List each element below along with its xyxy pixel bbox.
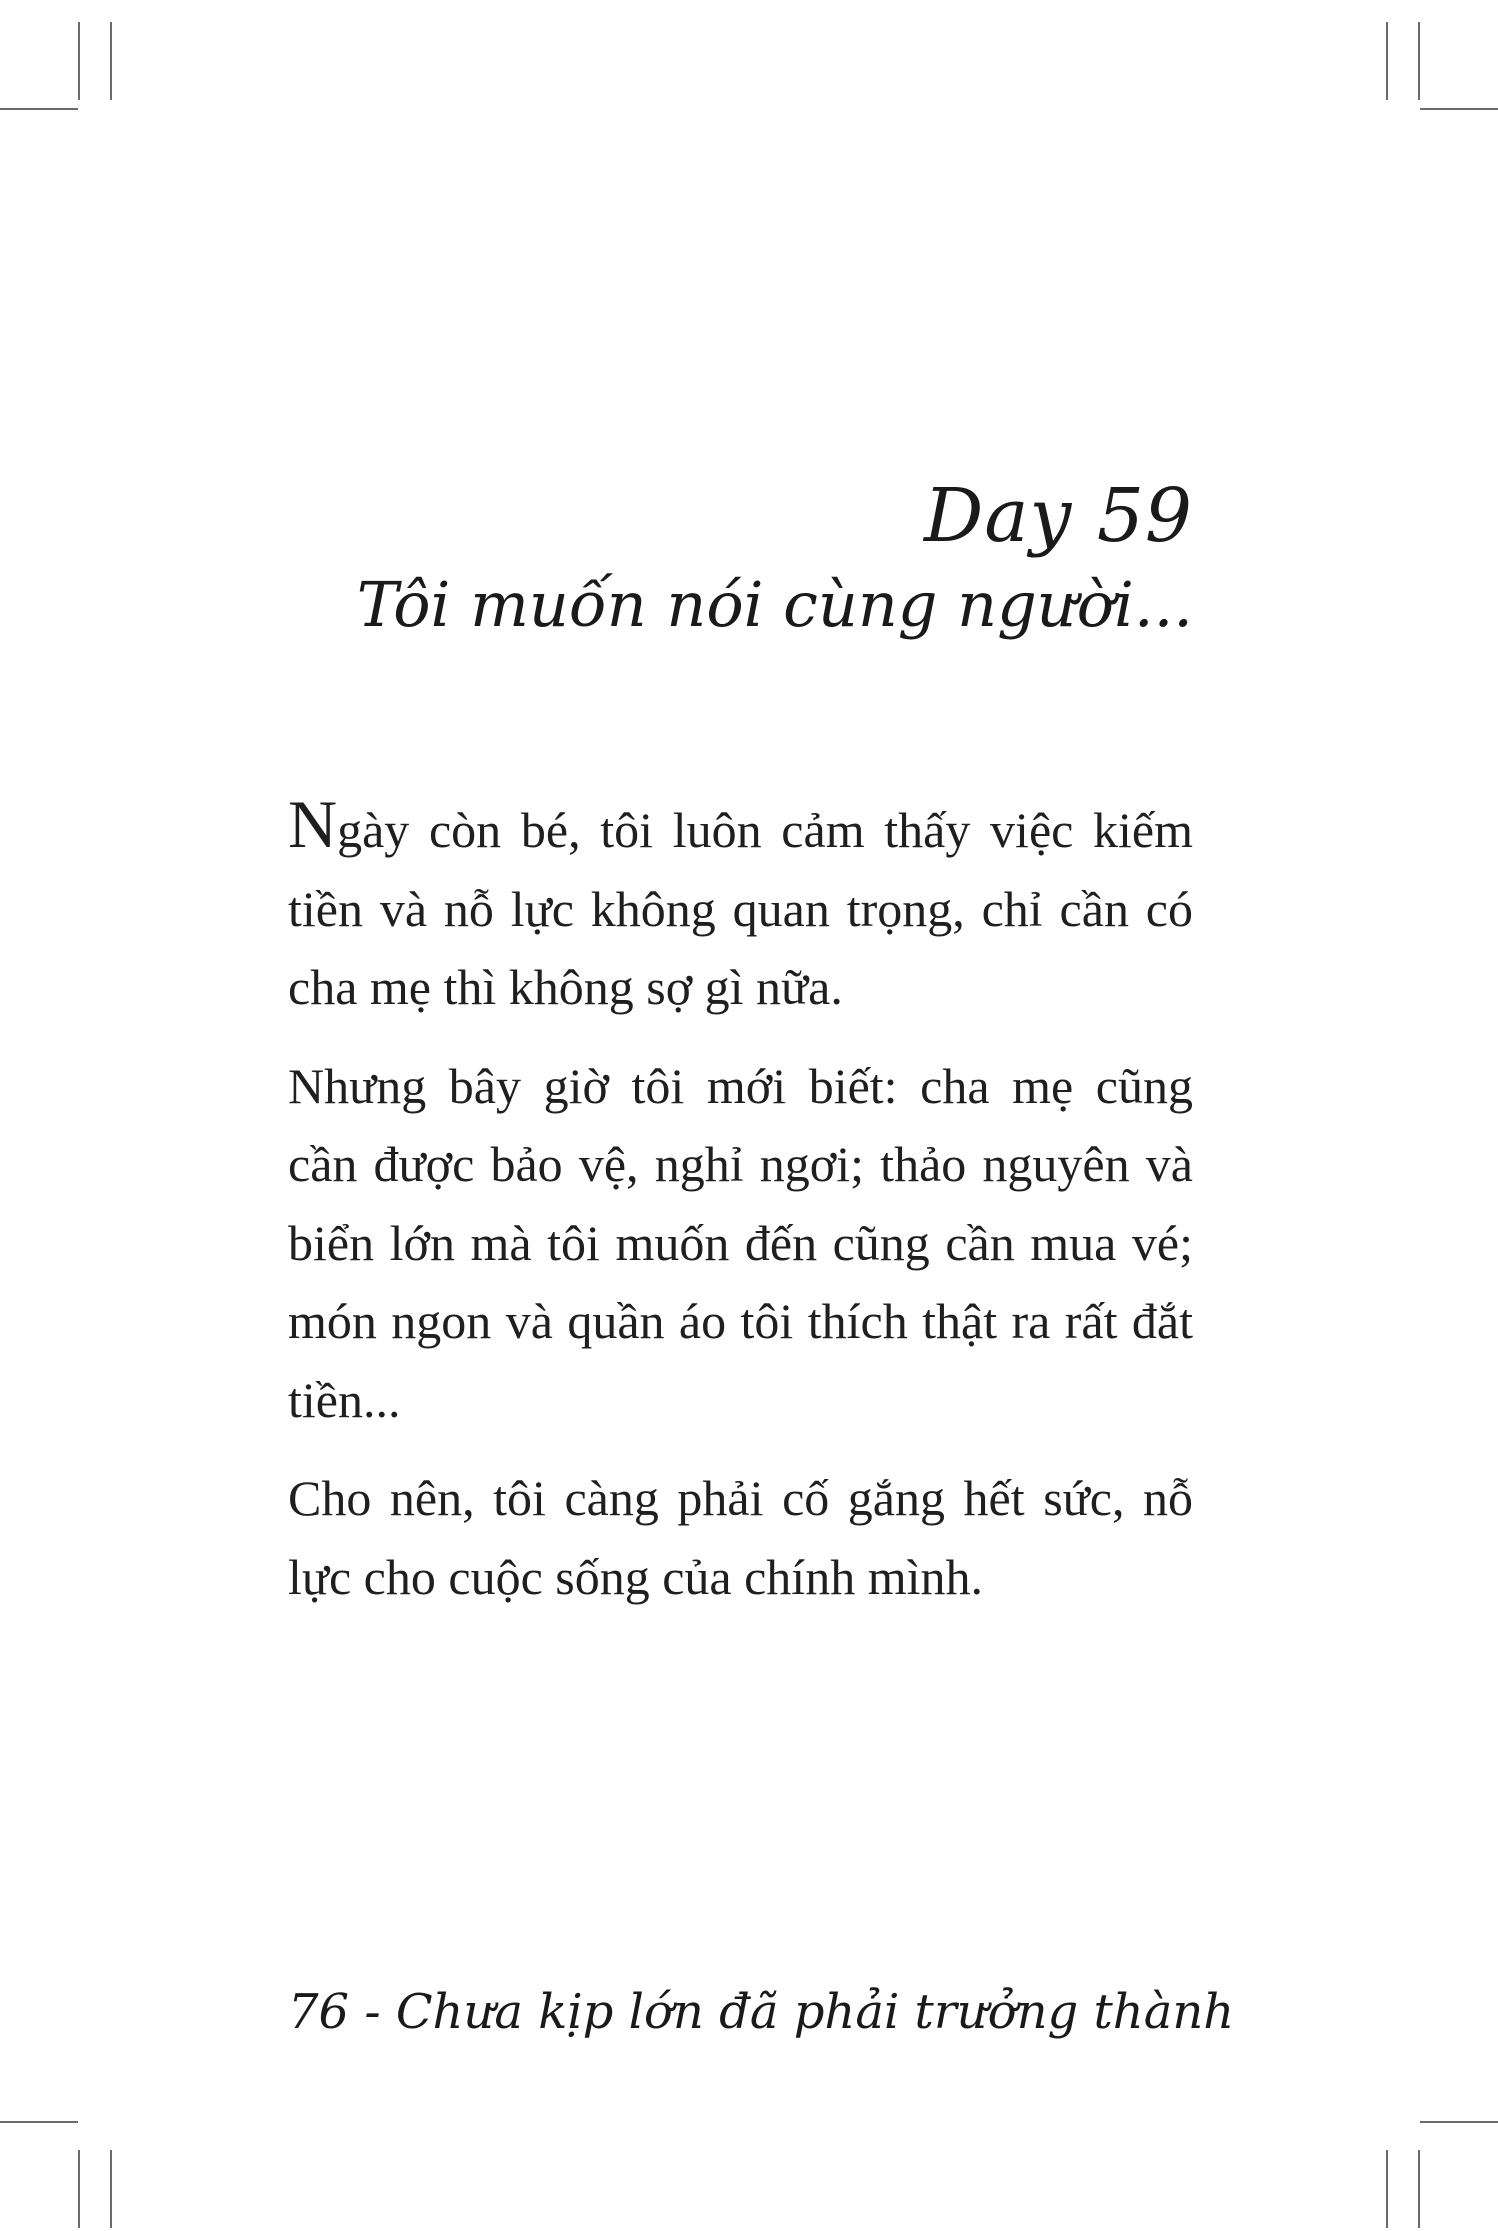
crop-mark xyxy=(1418,22,1420,100)
crop-mark xyxy=(0,108,78,110)
book-title: Chưa kịp lớn đã phải trưởng thành xyxy=(395,1984,1235,2040)
crop-mark xyxy=(110,2150,112,2228)
day-label: Day 59 xyxy=(924,473,1193,559)
paragraph: Cho nên, tôi càng phải cố gắng hết sức, nỗ lực cho cuộc sống của chính mình. xyxy=(288,1470,1193,1605)
crop-mark xyxy=(1420,2121,1498,2123)
paragraph xyxy=(288,786,1193,1027)
crop-mark xyxy=(78,22,80,100)
page-number: 76 xyxy=(288,1984,350,2040)
crop-mark xyxy=(110,22,112,100)
crop-mark xyxy=(1420,108,1498,110)
crop-mark xyxy=(1386,22,1388,100)
crop-mark xyxy=(1418,2150,1420,2228)
crop-mark xyxy=(78,2150,80,2228)
chapter-title: Tôi muốn nói cùng người... xyxy=(356,568,1193,641)
crop-mark xyxy=(0,2121,78,2123)
paragraph: Nhưng bây giờ tôi mới biết: cha mẹ cũng cần được bảo vệ, nghỉ ngơi; thảo nguyên và biển lớn mà tôi muốn đến cũng cần mua vé; món ngon và quần áo tôi thích thật ra rất đắt tiền... xyxy=(288,1057,1193,1428)
drop-letter: N xyxy=(288,786,338,862)
page-footer xyxy=(288,1982,1234,2042)
body-text xyxy=(288,786,1193,1636)
chapter-heading xyxy=(357,470,1193,648)
footer-separator: - xyxy=(349,1984,396,2040)
crop-mark xyxy=(1386,2150,1388,2228)
paragraph-text: gày còn bé, tôi luôn cảm thấy việc kiếm tiền và nỗ lực không quan trọng, chỉ cần có cha mẹ thì không sợ gì nữa. xyxy=(288,802,1193,1015)
